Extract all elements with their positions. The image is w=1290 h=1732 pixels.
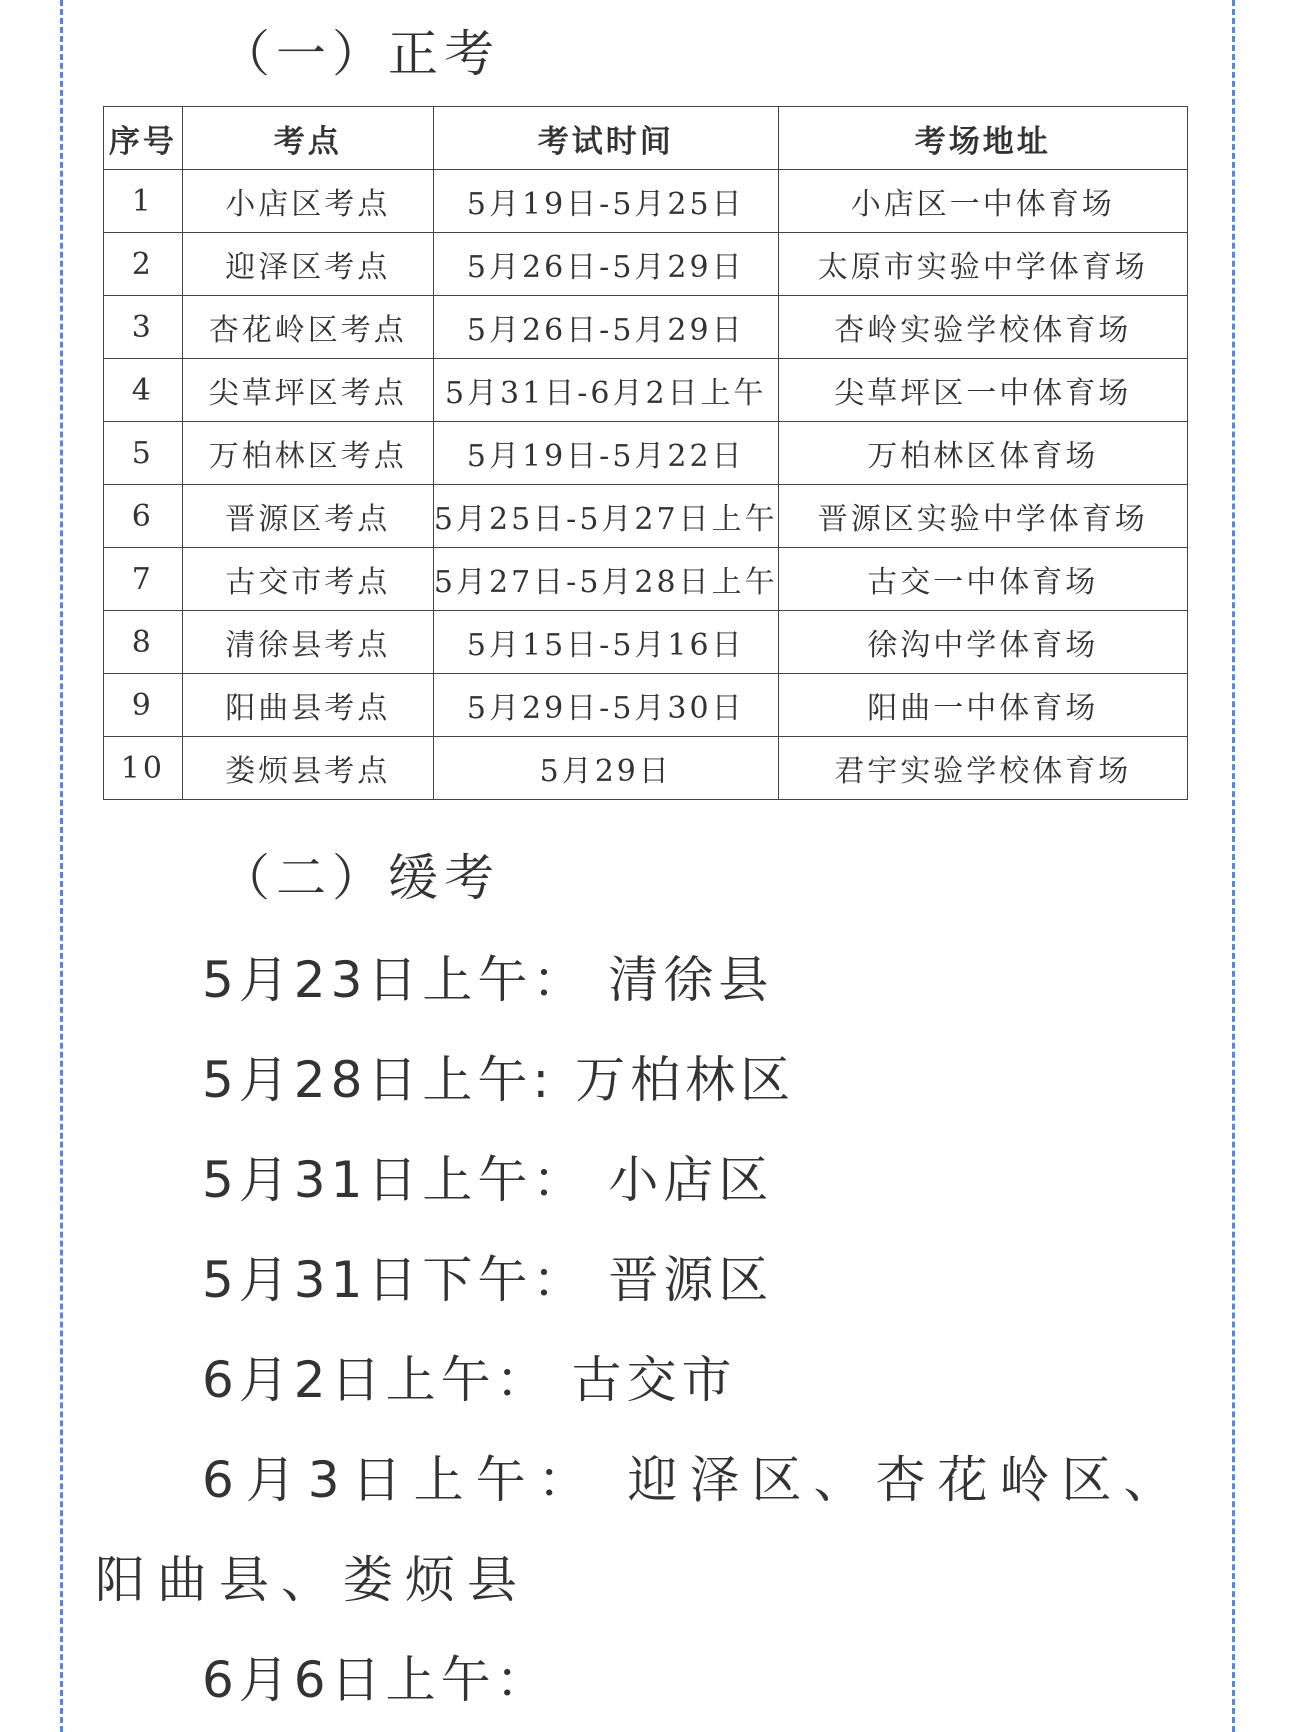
makeup-item: 5月31日下午： 晋源区 [202,1251,774,1309]
cell-venue-address: 阳曲一中体育场 [778,674,1187,737]
cell-site: 娄烦县考点 [182,737,433,800]
table-row [104,485,1188,548]
cell-site: 杏花岭区考点 [182,296,433,359]
makeup-item: 6月3日上午： 迎泽区、杏花岭区、阳曲县、娄烦县 [95,1451,1186,1609]
header-exam-time: 考试时间 [433,107,778,170]
cell-site: 万柏林区考点 [182,422,433,485]
cell-site: 迎泽区考点 [182,233,433,296]
cell-venue-address: 尖草坪区一中体育场 [778,359,1187,422]
cell-index: 8 [104,611,183,674]
cell-venue-address: 晋源区实验中学体育场 [778,485,1187,548]
table-row [104,674,1188,737]
cell-index: 2 [104,233,183,296]
table-header-row [104,107,1188,170]
table-row [104,296,1188,359]
makeup-item: 5月28日上午: 万柏林区 [202,1051,796,1109]
section-title-makeup-exam: （二）缓考 [220,849,500,907]
table-row [104,233,1188,296]
cell-exam-time: 5月29日 [433,737,778,800]
cell-venue-address: 太原市实验中学体育场 [778,233,1187,296]
cell-venue-address: 古交一中体育场 [778,548,1187,611]
cell-site: 古交市考点 [182,548,433,611]
cell-index: 9 [104,674,183,737]
cell-exam-time: 5月25日-5月27日上午 [433,485,778,548]
table-row [104,422,1188,485]
cell-exam-time: 5月31日-6月2日上午 [433,359,778,422]
table-row [104,611,1188,674]
cell-index: 5 [104,422,183,485]
cell-site: 晋源区考点 [182,485,433,548]
table-row [104,548,1188,611]
header-venue-address: 考场地址 [778,107,1187,170]
table-row [104,170,1188,233]
cell-venue-address: 杏岭实验学校体育场 [778,296,1187,359]
cell-site: 清徐县考点 [182,611,433,674]
section-title-regular-exam: （一）正考 [220,25,500,83]
cell-exam-time: 5月19日-5月22日 [433,422,778,485]
cell-exam-time: 5月29日-5月30日 [433,674,778,737]
cell-venue-address: 徐沟中学体育场 [778,611,1187,674]
cell-exam-time: 5月19日-5月25日 [433,170,778,233]
cell-exam-time: 5月26日-5月29日 [433,233,778,296]
cell-venue-address: 君宇实验学校体育场 [778,737,1187,800]
cell-venue-address: 万柏林区体育场 [778,422,1187,485]
cell-venue-address: 小店区一中体育场 [778,170,1187,233]
cell-exam-time: 5月15日-5月16日 [433,611,778,674]
cell-index: 6 [104,485,183,548]
makeup-item: 6月6日上午： [202,1651,551,1709]
header-site: 考点 [182,107,433,170]
cell-exam-time: 5月27日-5月28日上午 [433,548,778,611]
table-row [104,737,1188,800]
makeup-item: 5月23日上午： 清徐县 [202,951,774,1009]
makeup-item: 6月2日上午： 古交市 [202,1351,737,1409]
header-index: 序号 [104,107,183,170]
table-row [104,359,1188,422]
cell-site: 尖草坪区考点 [182,359,433,422]
cell-index: 4 [104,359,183,422]
table-body [104,170,1188,800]
makeup-schedule-list [0,930,1290,1730]
exam-schedule-table [103,106,1188,800]
cell-exam-time: 5月26日-5月29日 [433,296,778,359]
cell-index: 1 [104,170,183,233]
makeup-item: 5月31日上午： 小店区 [202,1151,774,1209]
cell-site: 阳曲县考点 [182,674,433,737]
cell-index: 3 [104,296,183,359]
cell-index: 7 [104,548,183,611]
cell-index: 10 [104,737,183,800]
cell-site: 小店区考点 [182,170,433,233]
